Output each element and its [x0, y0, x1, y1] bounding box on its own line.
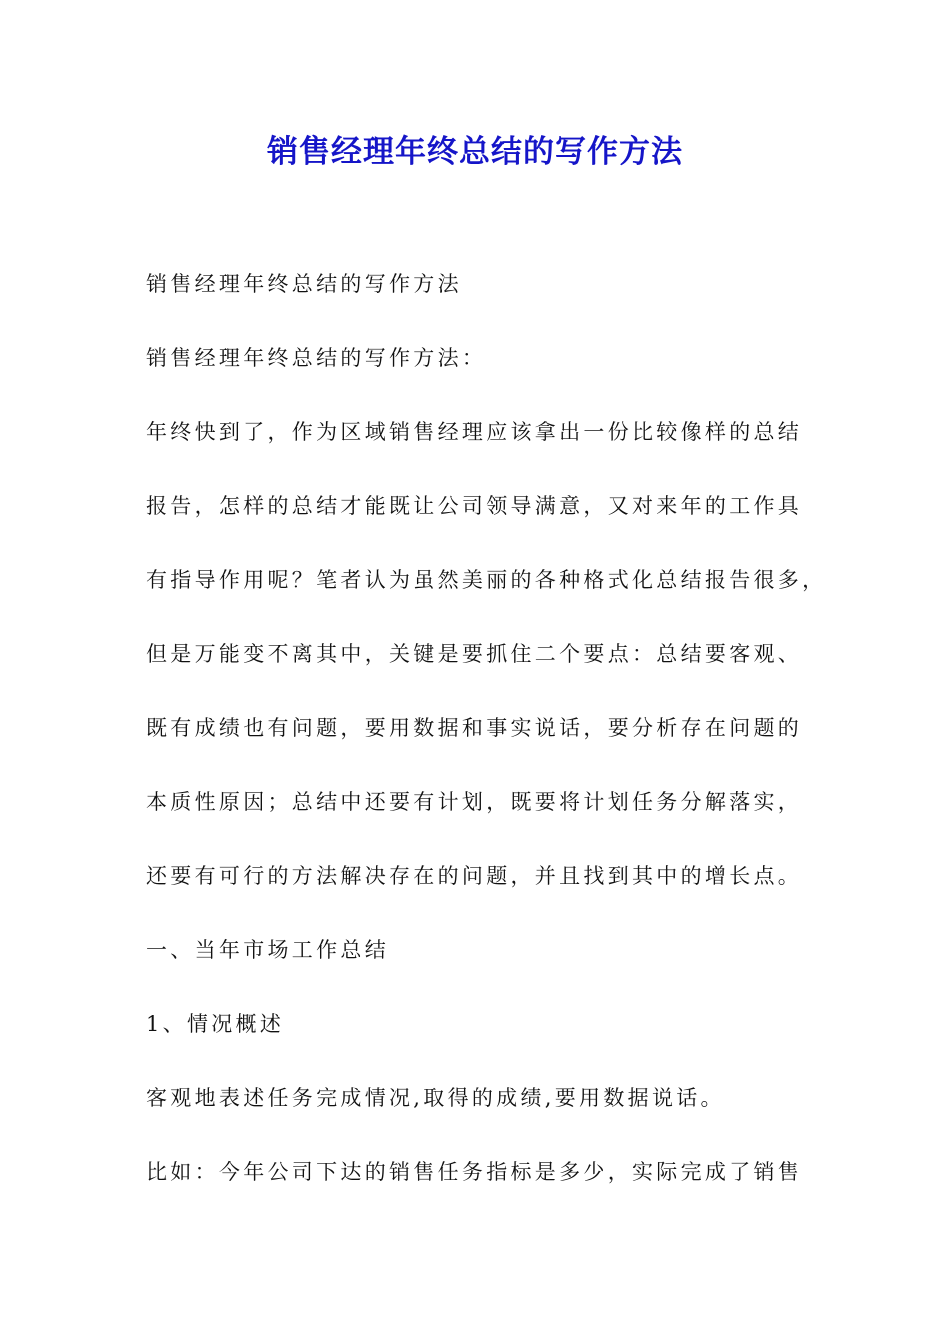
text-line: 销售经理年终总结的写作方法：: [146, 346, 487, 370]
text-line: 但是万能变不离其中，关键是要抓住二个要点：总结要客观、: [146, 642, 803, 666]
document-title: 销售经理年终总结的写作方法: [267, 134, 683, 170]
text-line: 比如：今年公司下达的销售任务指标是多少，实际完成了销售: [146, 1160, 803, 1184]
document-body: [146, 263, 826, 1225]
subsection-heading: 1、情况概述: [146, 1012, 285, 1036]
text-line: 还要有可行的方法解决存在的问题，并且找到其中的增长点。: [146, 864, 803, 888]
text-line: 销售经理年终总结的写作方法: [146, 272, 462, 296]
text-line: 既有成绩也有问题，要用数据和事实说话，要分析存在问题的: [146, 716, 803, 740]
section-heading: 一、当年市场工作总结: [146, 938, 389, 962]
text-line: 年终快到了，作为区域销售经理应该拿出一份比较像样的总结: [146, 420, 803, 444]
text-line: 客观地表述任务完成情况,取得的成绩,要用数据说话。: [146, 1086, 725, 1110]
text-line: 有指导作用呢？笔者认为虽然美丽的各种格式化总结报告很多，: [146, 568, 827, 592]
text-line: 本质性原因；总结中还要有计划，既要将计划任务分解落实，: [146, 790, 803, 814]
text-line: 报告，怎样的总结才能既让公司领导满意，又对来年的工作具: [146, 494, 803, 518]
